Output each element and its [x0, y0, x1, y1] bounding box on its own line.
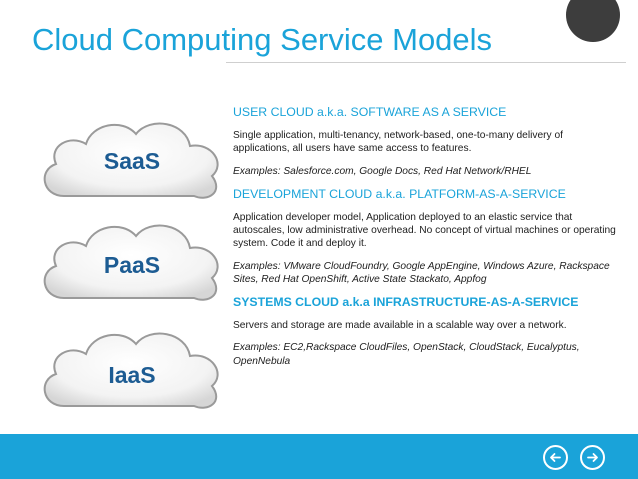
previous-slide-button[interactable] [543, 445, 568, 470]
paas-examples: Examples: VMware CloudFoundry, Google AppEngine, Windows Azure, Rackspace Sites, Red Hat OpenShift, Active State Stackato, Appfog [233, 260, 610, 285]
paas-heading: DEVELOPMENT CLOUD a.k.a. PLATFORM-AS-A-SERVICE [233, 186, 566, 201]
arrow-left-icon [545, 447, 566, 468]
iaas-examples: Examples: EC2,Rackspace CloudFiles, OpenStack, CloudStack, Eucalyptus, OpenNebula [233, 342, 580, 367]
cloud-label-saas: SaaS [103, 148, 161, 174]
cloud-iaas [34, 322, 230, 418]
next-slide-button[interactable] [580, 445, 605, 470]
slide-title: Cloud Computing Service Models [32, 22, 493, 57]
cloud-paas [34, 214, 230, 310]
cloud-saas [34, 112, 230, 208]
saas-heading: USER CLOUD a.k.a. SOFTWARE AS A SERVICE [233, 105, 507, 119]
arrow-right-icon [582, 447, 603, 468]
service-models-content [233, 105, 621, 377]
cloud-label-paas: PaaS [103, 252, 161, 278]
paas-description: Application developer model, Application deployed to an elastic service that autoscales, low administrative overhead. No concept of virtual machines or operating system. Code it and deploy it. [233, 211, 616, 250]
iaas-heading: SYSTEMS CLOUD a.k.a INFRASTRUCTURE-AS-A-SERVICE [233, 295, 579, 309]
corner-decoration-circle [566, 0, 620, 42]
cloud-label-iaas: IaaS [108, 362, 156, 388]
saas-examples: Examples: Salesforce.com, Google Docs, Red Hat Network/RHEL [233, 165, 532, 177]
saas-description: Single application, multi-tenancy, network-based, one-to-many delivery of applications, all users have same access to features. [233, 130, 563, 155]
iaas-description: Servers and storage are made available in a scalable way over a network. [233, 320, 567, 331]
title-divider [226, 62, 626, 63]
